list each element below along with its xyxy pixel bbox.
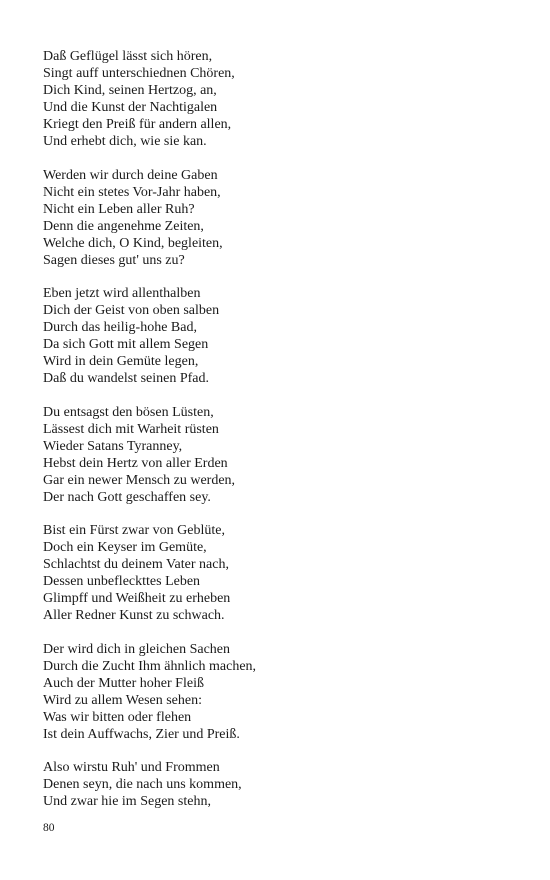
poem-line: Also wirstu Ruh' und Frommen — [43, 760, 220, 775]
poem-line: Lässest dich mit Warheit rüsten — [43, 421, 219, 437]
poem-line: Bist ein Fürst zwar von Geblüte, — [43, 523, 225, 538]
stanza-1 — [43, 48, 513, 150]
poem-line: Du entsagst den bösen Lüsten, — [43, 404, 214, 420]
poem-line: Der nach Gott geschaffen sey. — [43, 489, 211, 505]
poem-line: Denn die angenehme Zeiten, — [43, 218, 204, 234]
poem-line: Und zwar hie im Segen stehn, — [43, 794, 211, 809]
stanza-5 — [43, 522, 513, 624]
stanza-3 — [43, 285, 513, 387]
page-number: 80 — [43, 822, 55, 834]
poem-line: Kriegt den Preiß für andern allen, — [43, 117, 232, 132]
poem-body — [43, 48, 513, 827]
poem-line: Glimpff und Weißheit zu erheben — [43, 591, 231, 606]
poem-line: Daß du wandelst seinen Pfad. — [43, 371, 210, 386]
poem-line: Dich Kind, seinen Hertzog, an, — [43, 83, 217, 98]
poem-line: Wird in dein Gemüte legen, — [43, 354, 199, 369]
poem-line: Welche dich, O Kind, begleiten, — [43, 235, 223, 251]
poem-line: Hebst dein Hertz von aller Erden — [43, 455, 228, 471]
stanza-4 — [43, 404, 513, 506]
poem-line: Eben jetzt wird allenthalben — [43, 286, 201, 301]
poem-line: Da sich Gott mit allem Segen — [43, 337, 209, 352]
poem-line: Was wir bitten oder flehen — [43, 709, 192, 725]
stanza-7 — [43, 759, 513, 810]
stanza-2 — [43, 167, 513, 269]
poem-line: Schlachtst du deinem Vater nach, — [43, 557, 229, 572]
poem-line: Singt auff unterschiednen Chören, — [43, 66, 235, 81]
poem-line: Der wird dich in gleichen Sachen — [43, 641, 230, 657]
poem-line: Wird zu allem Wesen sehen: — [43, 692, 202, 708]
poem-line: Und die Kunst der Nachtigalen — [43, 100, 218, 115]
poem-line: Auch der Mutter hoher Fleiß — [43, 675, 204, 691]
stanza-6 — [43, 641, 513, 743]
poem-line: Denen seyn, die nach uns kommen, — [43, 777, 242, 792]
poem-line: Durch das heilig-hohe Bad, — [43, 320, 197, 335]
poem-line: Und erhebt dich, wie sie kan. — [43, 134, 207, 149]
poem-line: Nicht ein Leben aller Ruh? — [43, 201, 195, 217]
poem-line: Sagen dieses gut' uns zu? — [43, 252, 185, 268]
poem-line: Dich der Geist von oben salben — [43, 303, 220, 318]
poem-line: Daß Geflügel lässt sich hören, — [43, 49, 213, 64]
poem-line: Doch ein Keyser im Gemüte, — [43, 540, 207, 555]
poem-line: Aller Redner Kunst zu schwach. — [43, 608, 225, 623]
poem-line: Ist dein Auffwachs, Zier und Preiß. — [43, 726, 240, 742]
poem-line: Wieder Satans Tyranney, — [43, 438, 183, 454]
poem-line: Durch die Zucht Ihm ähnlich machen, — [43, 658, 257, 674]
poem-line: Dessen unbefleckttes Leben — [43, 574, 201, 589]
poem-line: Nicht ein stetes Vor-Jahr haben, — [43, 184, 221, 200]
poem-line: Gar ein newer Mensch zu werden, — [43, 472, 236, 488]
poem-line: Werden wir durch deine Gaben — [43, 167, 218, 183]
